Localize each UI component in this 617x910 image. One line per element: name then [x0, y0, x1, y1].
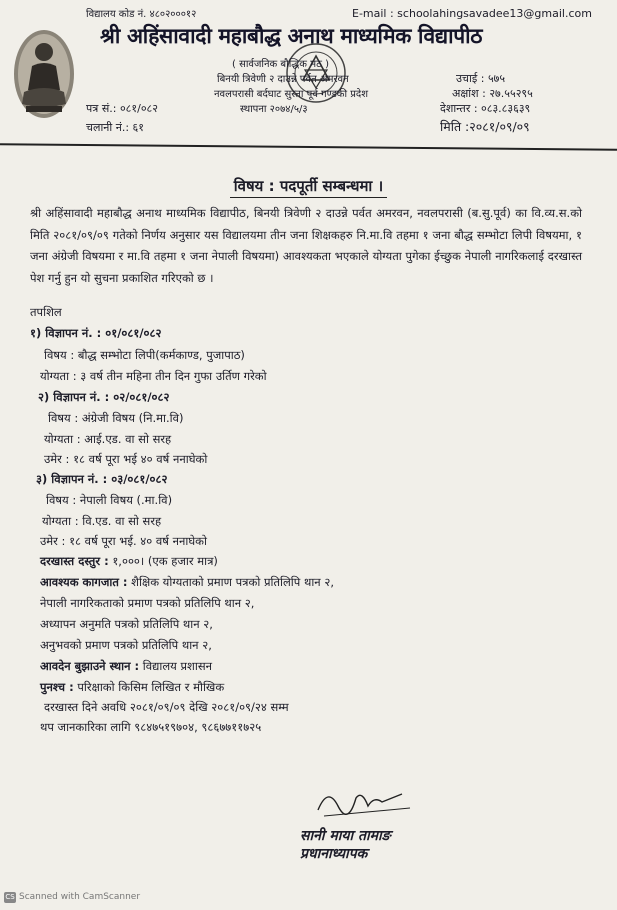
- camscanner-icon: CS: [5, 893, 15, 901]
- vacancy-2-age: उमेर : १८ वर्ष पूरा भई ४० वर्ष ननाघेको: [44, 452, 208, 466]
- subject-heading: विषय : पदपूर्ती सम्बन्धमा ।: [230, 176, 387, 198]
- postscript-note: [40, 680, 224, 695]
- latitude: अक्षांश : २७.५५२९५: [452, 87, 533, 100]
- altitude: उचाई : ५७५: [456, 72, 506, 85]
- vacancy-3-qualification: योग्यता : वि.एड. वा सो सरह: [42, 514, 162, 528]
- longitude: देशान्तर : ०८३.८३६३९: [440, 102, 531, 115]
- postscript-value: परिक्षाको किसिम लिखित र मौखिक: [73, 680, 225, 694]
- application-fee: [40, 554, 218, 569]
- document-item: अनुभवको प्रमाण पत्रको प्रतिलिपि थान २,: [40, 638, 212, 652]
- fee-value: १,०००। (एक हजार मात्र): [108, 554, 218, 568]
- notice-paragraph: श्री अहिंसावादी महाबौद्ध अनाथ माध्यमिक विद्यापीठ, बिनयी त्रिवेणी २ दाउन्ने पर्वत अमरवन, नवलपरासी (ब.सु.पूर्व) का वि.व्य.स.को मिति २०८१/०९/०९ गतेको निर्णय अनुसार यस विद्यालयमा तीन जना शिक्षकहरु नि.मा.वि तहमा १ जना बौद्ध सम्भोटा लिपी विषयमा, १ जना अंग्रेजी विषयमा र मा.वि तहमा १ जना नेपाली विषयमा) आवश्यकता भएकाले योग्यता पुगेका ईच्छुक नेपाली नागरिकलाई दरखास्त पेश गर्नु हुन यो सुचना प्रकाशित गरिएको छ ।: [30, 206, 582, 285]
- school-name: श्री अहिंसावादी महाबौद्ध अनाथ माध्यमिक विद्यापीठ: [100, 24, 483, 48]
- vacancy-1-subject: विषय : बौद्ध सम्भोटा लिपी(कर्मकाण्ड, पुजापाठ): [44, 348, 245, 362]
- vacancy-3-subject: विषय : नेपाली विषय (.मा.वि): [46, 493, 173, 507]
- address-line-1: बिनयी त्रिवेणी २ दाउन्ने पर्वत अमरवन: [217, 74, 349, 85]
- header-divider: [0, 143, 617, 150]
- submission-place-value: विद्यालय प्रशासन: [139, 659, 212, 673]
- details-heading: तपशिल: [30, 305, 62, 319]
- dispatch-number: चलानी नं.: ६१: [86, 121, 144, 134]
- established-date: स्थापना २०७४/५/३: [240, 104, 308, 115]
- vacancy-3-heading: ३) विज्ञापन नं. : ०३/०८१/०८२: [36, 472, 168, 486]
- application-deadline: दरखास्त दिने अवधि २०८१/०९/०९ देखि २०८१/०९/२४ सम्म: [44, 700, 289, 714]
- vacancy-2-subject: विषय : अंग्रेजी विषय (नि.मा.वि): [48, 411, 184, 425]
- scanner-watermark: [4, 892, 140, 903]
- buddha-logo: [12, 26, 76, 118]
- vacancy-1-heading: १) विज्ञापन नं. : ०१/०८१/०८२: [30, 326, 162, 340]
- document-item: शैक्षिक योग्यताको प्रमाण पत्रको प्रतिलिपि थान २,: [127, 575, 334, 589]
- vacancy-2-qualification: योग्यता : आई.एड. वा सो सरह: [44, 432, 172, 446]
- signatory-name: सानी माया तामाङ: [300, 828, 391, 844]
- document-item: नेपाली नागरिकताको प्रमाण पत्रको प्रतिलिपि थान २,: [40, 596, 255, 610]
- signature-mark: [310, 776, 420, 820]
- school-code: विद्यालय कोड नं. ४८०२०००१२: [86, 9, 197, 20]
- address-line-2: नवलपरासी बर्दघाट सुस्ता पूर्व गण्डकी प्रदेश: [214, 89, 369, 100]
- required-documents: [40, 575, 334, 590]
- school-subtitle: ( सार्वजनिक बौद्धिक मठ ): [232, 59, 330, 70]
- submission-place-label: आवदेन बुझाउने स्थान :: [40, 659, 140, 673]
- reference-number: पत्र सं.: ०८१/०८२: [86, 102, 158, 115]
- documents-label: आवश्यक कागजात :: [40, 575, 128, 589]
- email-address: E-mail : schoolahingsavadee13@gmail.com: [352, 7, 592, 20]
- letter-date: मिति :२०८१/०९/०९: [440, 119, 530, 134]
- vacancy-1-qualification: योग्यता : ३ वर्ष तीन महिना तीन दिन गुफा उर्तिण गरेको: [40, 369, 267, 383]
- document-item: अध्यापन अनुमति पत्रको प्रतिलिपि थान २,: [40, 617, 213, 631]
- submission-place: [40, 659, 212, 674]
- fee-label: दरखास्त दस्तुर :: [40, 554, 109, 568]
- postscript-label: पुनश्च :: [40, 680, 74, 694]
- contact-numbers: थप जानकारिका लागि ९८४७५१९७०४, ९८६७७११७२५: [40, 720, 262, 734]
- watermark-text: Scanned with CamScanner: [19, 892, 141, 902]
- vacancy-3-age: उमेर : १८ वर्ष पूरा भई. ४० वर्ष ननाघेको: [40, 534, 207, 548]
- vacancy-2-heading: २) विज्ञापन नं. : ०२/०८१/०८२: [38, 390, 170, 404]
- signatory-title: प्रधानाध्यापक: [300, 846, 368, 862]
